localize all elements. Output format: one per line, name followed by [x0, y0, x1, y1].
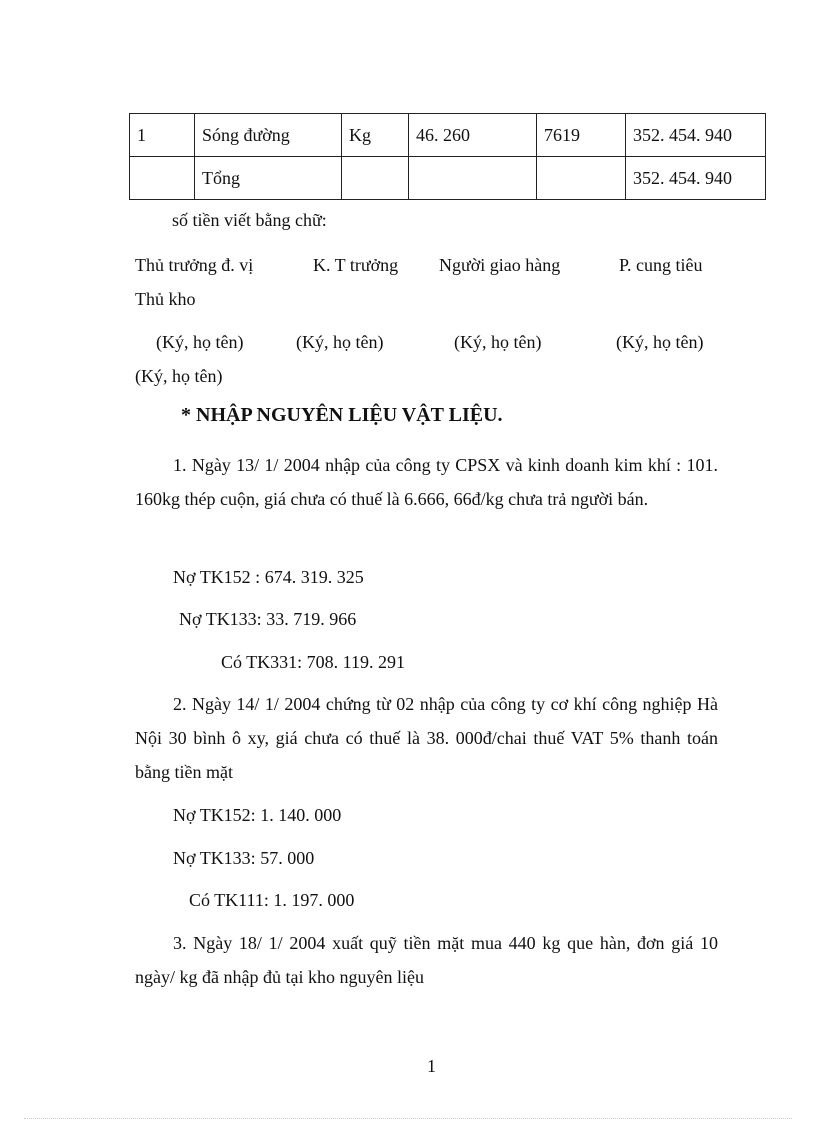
signature-note: (Ký, họ tên): [616, 332, 704, 352]
journal-line: Nợ TK152: 1. 140. 000: [173, 805, 342, 825]
journal-line: Có TK111: 1. 197. 000: [189, 890, 355, 910]
journal-line: Nợ TK152 : 674. 319. 325: [173, 567, 364, 587]
signature-title: Người giao hàng: [439, 255, 561, 275]
signature-title: P. cung tiêu: [619, 255, 703, 275]
table-cell: Tổng: [195, 157, 342, 200]
signature-title: Thủ trưởng đ. vị: [135, 255, 254, 275]
table-cell: Kg: [342, 114, 409, 157]
entry-paragraph: 1. Ngày 13/ 1/ 2004 nhập của công ty CPSX và kinh doanh kim khí : 101. 160kg thép cuộn, giá chưa có thuế là 6.666, 66đ/kg chưa trả người bán.: [135, 455, 718, 509]
table-cell: Sóng đường: [195, 114, 342, 157]
table-cell: 7619: [537, 114, 626, 157]
entry-paragraph: 2. Ngày 14/ 1/ 2004 chứng từ 02 nhập của công ty cơ khí công nghiệp Hà Nội 30 bình ô xy, giá chưa có thuế là 38. 000đ/chai thuế VAT 5% thanh toán bằng tiền mặt: [135, 694, 718, 782]
table-cell: 352. 454. 940: [626, 157, 766, 200]
table-cell: [130, 157, 195, 200]
table-cell: [409, 157, 537, 200]
table-row: [130, 114, 766, 157]
signature-title: K. T trưởng: [313, 255, 399, 275]
page-number: 1: [427, 1056, 436, 1076]
amount-in-words-label: số tiền viết bằng chữ:: [172, 210, 327, 230]
table-cell: 352. 454. 940: [626, 114, 766, 157]
journal-line: Nợ TK133: 33. 719. 966: [179, 609, 357, 629]
goods-table: [129, 113, 766, 200]
signature-note: (Ký, họ tên): [156, 332, 244, 352]
table-cell: 1: [130, 114, 195, 157]
signature-note: (Ký, họ tên): [296, 332, 384, 352]
table-row: [130, 157, 766, 200]
signature-note: (Ký, họ tên): [454, 332, 542, 352]
page-bottom-divider: [24, 1118, 792, 1119]
table-cell: [537, 157, 626, 200]
section-heading: * NHẬP NGUYÊN LIỆU VẬT LIỆU.: [181, 404, 503, 426]
journal-line: Có TK331: 708. 119. 291: [221, 652, 406, 672]
signature-note: (Ký, họ tên): [135, 366, 223, 386]
entry-paragraph: 3. Ngày 18/ 1/ 2004 xuất quỹ tiền mặt mua 440 kg que hàn, đơn giá 10 ngày/ kg đã nhập đủ tại kho nguyên liệu: [135, 933, 718, 987]
table-cell: [342, 157, 409, 200]
signature-title: Thủ kho: [135, 289, 196, 309]
table-cell: 46. 260: [409, 114, 537, 157]
journal-line: Nợ TK133: 57. 000: [173, 848, 315, 868]
